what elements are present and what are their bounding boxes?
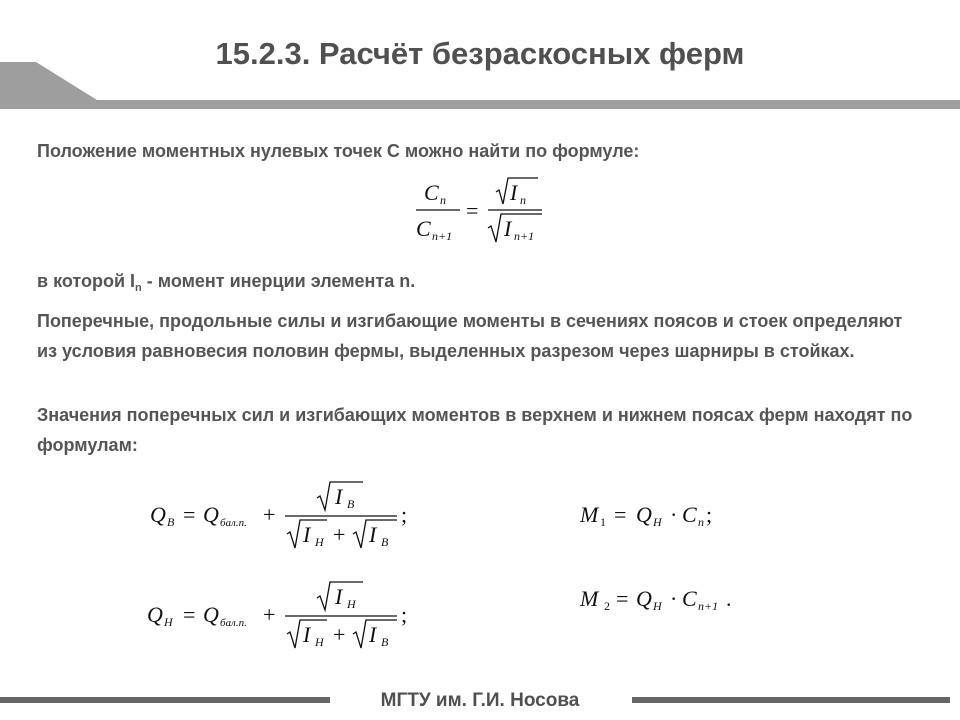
formula-text: = (183, 502, 196, 527)
formula-text: Q (203, 502, 219, 527)
formula-text: бал.п. (220, 517, 247, 529)
formula-text: Q (203, 602, 219, 627)
formula-text: + (333, 522, 346, 547)
formula-text: n (520, 193, 526, 207)
formula-text: + (263, 602, 276, 627)
formula-text: В (381, 535, 389, 549)
formula-moment-points (410, 172, 560, 252)
paragraph-formulas: Значения поперечных сил и изгибающих моментов в верхнем и нижнем поясах ферм находят по формулам: (37, 405, 913, 455)
formula-moment-1 (578, 496, 738, 536)
formula-shear-lower (145, 578, 420, 658)
where-text-sub: n (135, 282, 142, 294)
formula-text: I (303, 622, 311, 647)
where-text-before: в которой I (37, 271, 136, 291)
formula-text: ; (401, 602, 408, 627)
formula-text: Н (315, 635, 324, 649)
formula-text: Н (653, 515, 662, 529)
formula-text: = (466, 198, 479, 223)
formula-text: n (440, 193, 446, 207)
where-text-after: - момент инерции элемента n. (141, 271, 416, 291)
formula-text: M (580, 586, 599, 611)
formula-text: n+1 (514, 229, 535, 243)
formula-text: Q (147, 602, 163, 627)
formula-text: I (335, 584, 343, 609)
formula-text: = (614, 502, 627, 527)
formula-text: Н (347, 597, 356, 611)
formula-text: I (335, 484, 343, 509)
intro-text: Положение моментных нулевых точек С можно найти по формуле: (37, 141, 640, 161)
formula-text: Н (315, 535, 324, 549)
formula-text: Q (636, 586, 652, 611)
page-title: 15.2.3. Расчёт безраскосных ферм (215, 36, 745, 71)
formula-text: Q (636, 502, 652, 527)
formula-text: I (510, 180, 518, 205)
formula-text: 2 (604, 599, 610, 613)
formula-text: В (347, 497, 355, 511)
formula-text: C (416, 216, 431, 241)
formula-text: C (682, 586, 697, 611)
formula-text: C (424, 180, 439, 205)
formula-shear-upper (145, 478, 420, 558)
formula-text: · (670, 586, 678, 611)
formula-text: I (504, 216, 512, 241)
formula-text: n (698, 515, 704, 529)
formula-text: C (682, 502, 697, 527)
formula-text: = (183, 602, 196, 627)
formula-text: 1 (600, 515, 606, 529)
formula-text: Н (164, 615, 173, 629)
formula-text: Н (653, 599, 662, 613)
formula-text: I (369, 622, 377, 647)
formula-text: I (303, 522, 311, 547)
formula-text: n+1 (698, 599, 719, 613)
formula-text: Q (150, 502, 166, 527)
formula-text: бал.п. (220, 617, 247, 629)
formula-text: n+1 (432, 229, 453, 243)
formula-text: . (726, 586, 732, 611)
formula-text: I (369, 522, 377, 547)
formula-text: В (381, 635, 389, 649)
paragraph-forces: Поперечные, продольные силы и изгибающие моменты в сечениях поясов и стоек определяют из условия равновесия половин фермы, выделенных разрезом через шарниры в стойках. (37, 311, 903, 361)
formula-text: = (616, 586, 629, 611)
formula-text: ; (706, 502, 713, 527)
formula-text: + (263, 502, 276, 527)
formula-text: В (167, 515, 175, 529)
formula-text: · (670, 502, 678, 527)
formula-text: M (580, 502, 599, 527)
where-text (37, 266, 917, 299)
formula-moment-2 (578, 580, 748, 620)
footer-text: МГТУ им. Г.И. Носова (380, 690, 580, 711)
formula-text: ; (401, 502, 408, 527)
header-bar (95, 100, 960, 109)
formula-text: + (333, 622, 346, 647)
